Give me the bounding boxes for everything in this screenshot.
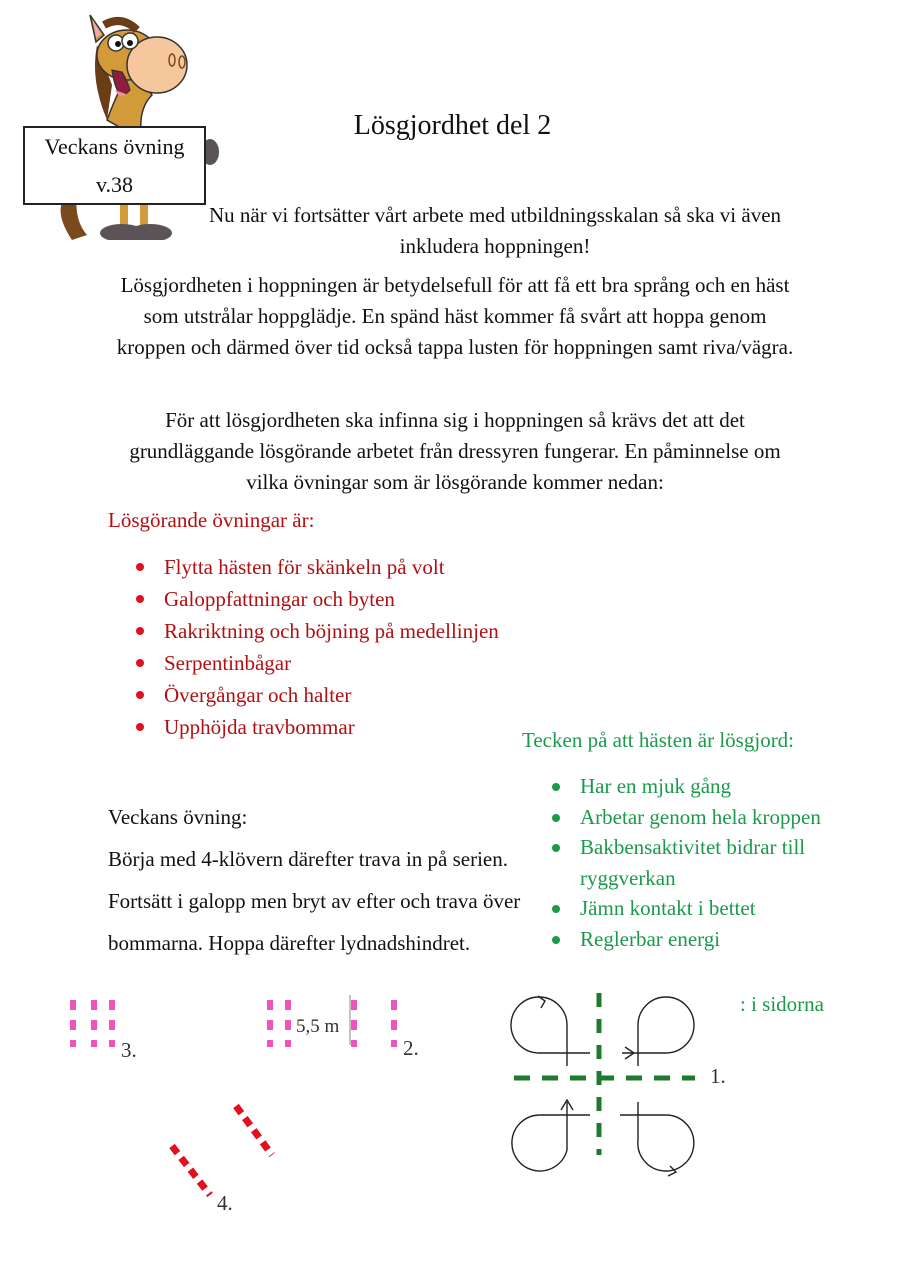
list-item: Galoppfattningar och byten bbox=[136, 583, 499, 615]
svg-text:5,5 m: 5,5 m bbox=[296, 1016, 340, 1037]
trot-poles-3 bbox=[70, 995, 137, 1062]
signs-partial-item: : i sidorna bbox=[740, 992, 824, 1016]
list-item: Arbetar genom hela kroppen bbox=[552, 802, 852, 833]
list-item: Serpentinbågar bbox=[136, 647, 499, 679]
svg-text:4.: 4. bbox=[217, 1191, 233, 1215]
sign-week: v.38 bbox=[95, 172, 134, 197]
svg-text:3.: 3. bbox=[121, 1038, 137, 1062]
signs-heading: Tecken på att hästen är lösgjord: bbox=[522, 728, 795, 752]
svg-text:2.: 2. bbox=[403, 1036, 419, 1060]
signs-list bbox=[552, 771, 852, 954]
obedience-obstacle-4 bbox=[172, 1106, 272, 1215]
list-item: Jämn kontakt i bettet bbox=[552, 893, 852, 924]
exercises-list bbox=[136, 551, 499, 743]
list-item: Upphöjda travbommar bbox=[136, 711, 499, 743]
list-item: Flytta hästen för skänkeln på volt bbox=[136, 551, 499, 583]
intro-paragraph-1: Nu när vi fortsätter vårt arbete med utbildningsskalan så ska vi även inkludera hoppningen! bbox=[208, 203, 782, 258]
jump-series-2 bbox=[267, 995, 419, 1060]
course-diagram bbox=[0, 980, 905, 1280]
sign-title: Veckans övning bbox=[44, 134, 185, 159]
exercises-heading: Lösgörande övningar är: bbox=[108, 508, 315, 532]
list-item: Övergångar och halter bbox=[136, 679, 499, 711]
weekly-exercise bbox=[108, 796, 528, 964]
list-item: Rakriktning och böjning på medellinjen bbox=[136, 615, 499, 647]
cloverleaf-1 bbox=[511, 993, 726, 1176]
svg-text:1.: 1. bbox=[710, 1064, 726, 1088]
intro-paragraph-3: För att lösgjordheten ska infinna sig i hoppningen så krävs det att det grundläggande lösgörande arbetet från dressyren fungerar. En påminnelse om vilka övningar som är lösgörande kommer nedan: bbox=[129, 408, 781, 494]
weekly-heading: Veckans övning: bbox=[108, 805, 248, 829]
list-item: Bakbensaktivitet bidrar till ryggverkan bbox=[552, 832, 852, 893]
list-item: Reglerbar energi bbox=[552, 924, 852, 955]
page-title: Lösgjordhet del 2 bbox=[353, 110, 552, 141]
list-item: Har en mjuk gång bbox=[552, 771, 852, 802]
intro-paragraph-2: Lösgjordheten i hoppningen är betydelsefull för att få ett bra språng och en häst som utstrålar hoppglädje. En spänd häst kommer få svårt att hoppa genom kroppen och därmed över tid också tappa lusten för hoppningen samt riva/vägra. bbox=[116, 273, 794, 359]
weekly-text: Börja med 4-klövern därefter trava in på serien. Fortsätt i galopp men bryt av efter och trava över bommarna. Hoppa därefter lydnadshindret. bbox=[108, 847, 521, 955]
